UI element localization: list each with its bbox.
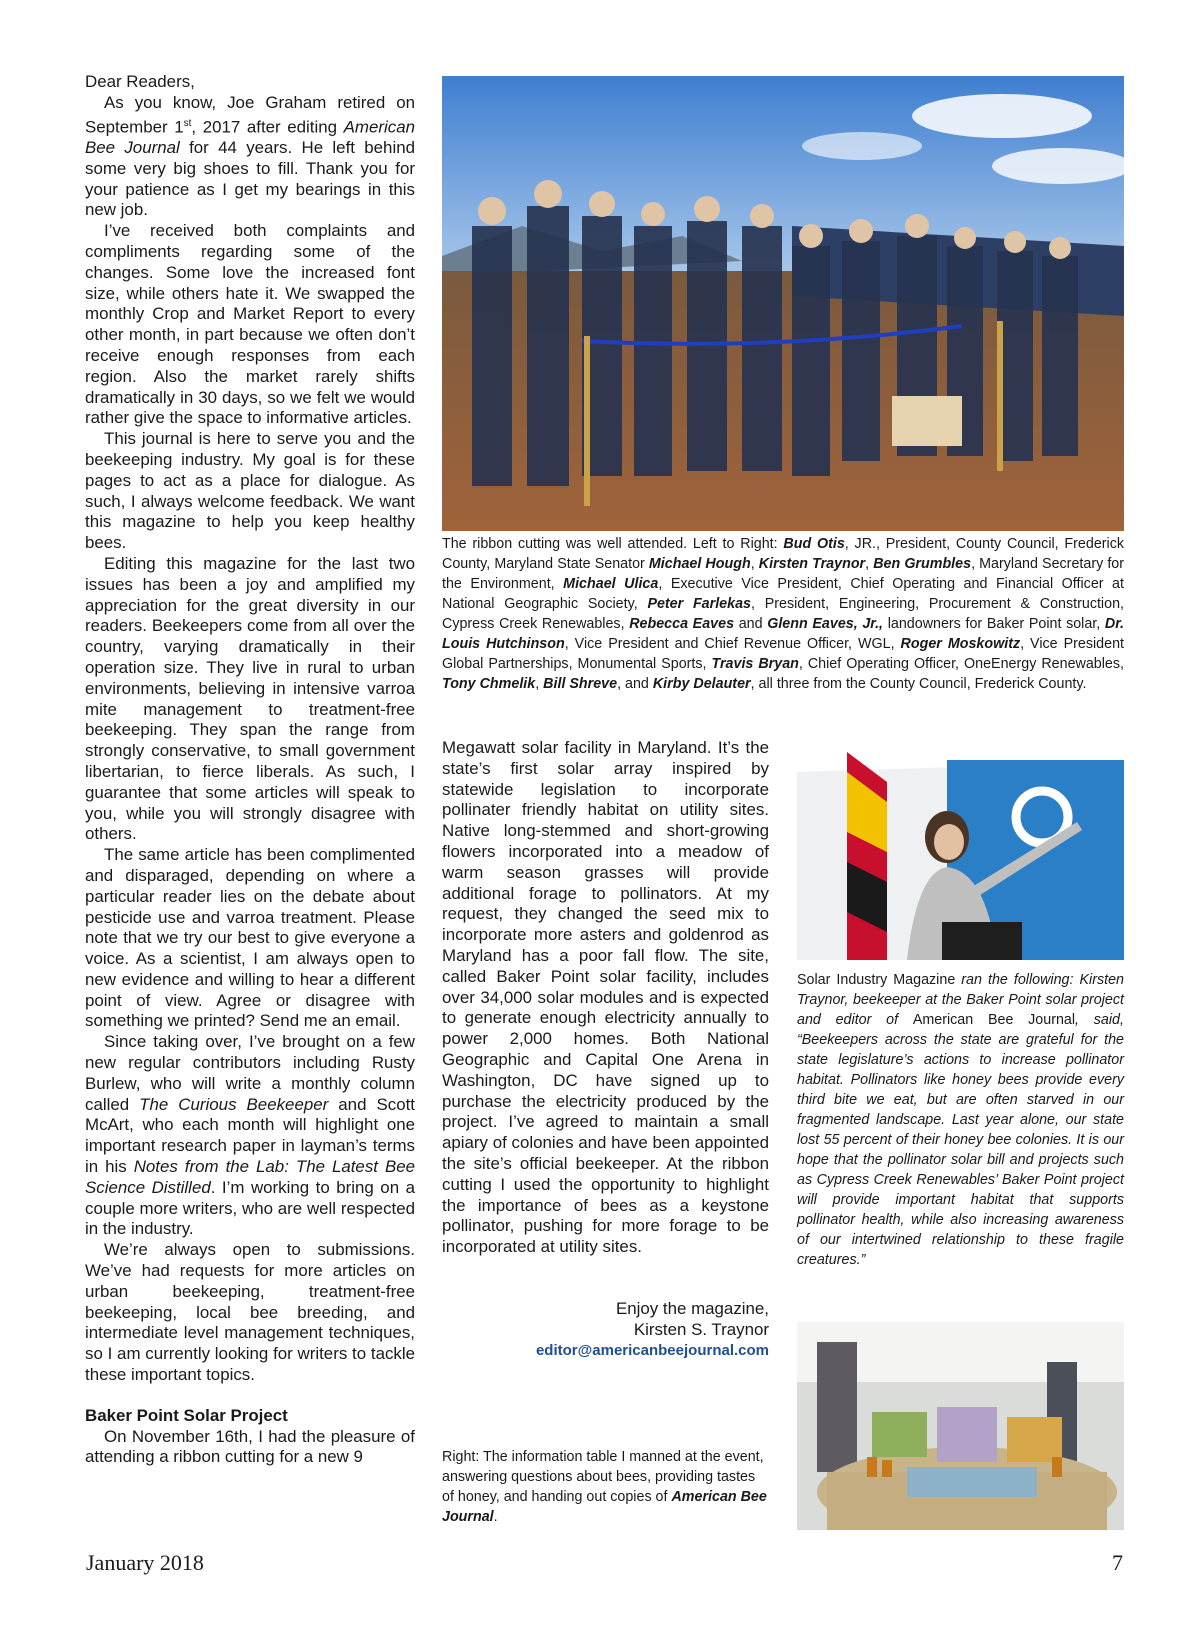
speaker-photo: [797, 742, 1124, 960]
caption-text: ,: [865, 556, 874, 572]
caption-text: , Chief Operating Officer, OneEnergy Renewables,: [798, 656, 1124, 672]
caption-text: , Vice President Global Partnerships, Monumental Sports,: [442, 636, 1124, 672]
letter-paragraph-6: Since taking over, I’ve brought on a few new regular contributors including Rusty Burlew, who will write a monthly column called The Curious Beekeeper and Scott McArt, who each month will highlight one important research paper in layman’s terms in his Notes from the Lab: The Latest Bee Science Distilled. I’m working to bring on a couple more writers, who are well respected in the industry.: [85, 1032, 416, 1239]
letter-paragraph-4: Editing this magazine for the last two issues has been a joy and amplified my appreciation for the great diversity in our readers. Beekeepers come from all over the country, varying dramatically in their operation size. They live in rural to urban environments, believing in intensive varroa mite management to treatment-free beekeeping. They span the range from strongly conservative, to small government libertarian, to fierce liberals. As such, I guarantee that some articles will speak to you, while you will strongly disagree with others.: [85, 553, 415, 844]
signoff: [442, 1299, 769, 1361]
article-continued: Megawatt solar facility in Maryland. It’s the state’s first solar array inspired by statewide legislation to incorporate pollinater friendly habitat on utility sites. Native long-stemmed and short-growing flowers incorporated into a meadow of warm season grasses will provide additional forage to pollinators. At my request, they changed the seed mix to incorporate more asters and goldenrod as Maryland has a poor fall flow. The site, called Baker Point solar facility, includes over 34,000 solar modules and is expected to generate enough electricity annually to power 2,000 homes. Both National Geographic and Capital One Arena in Washington, DC have signed up to purchase the electricity produced by the project. I’ve agreed to maintain a small apiary of colonies and have been appointed the site’s official beekeeper. At the ribbon cutting I used the opportunity to highlight the importance of bees as a keystone pollinator, pushing for more forage to be incorporated at utility sites.: [442, 738, 769, 1257]
caption-person-name: Roger Moskowitz: [900, 636, 1021, 652]
issue-date: January 2018: [86, 1550, 204, 1575]
caption-person-name: Rebecca Eaves: [629, 616, 735, 632]
caption-text: ,: [750, 556, 759, 572]
caption-person-name: Kirby Delauter: [652, 676, 751, 692]
caption-person-name: Tony Chmelik: [442, 676, 536, 692]
caption-person-name: Ben Grumbles: [873, 556, 972, 572]
caption-text: landowners for Baker Point solar,: [883, 616, 1105, 632]
caption-person-name: Dr. Louis Hutchinson: [442, 616, 1124, 652]
caption-person-name: Bill Shreve: [543, 676, 618, 692]
signature: Kirsten S. Traynor: [633, 1319, 769, 1339]
information-table-photo: [797, 1322, 1124, 1530]
section-heading: Baker Point Solar Project: [85, 1405, 288, 1425]
signoff-line: Enjoy the magazine,: [615, 1299, 769, 1318]
caption-person-name: Bud Otis: [783, 536, 845, 552]
caption-text: The ribbon cutting was well attended. Left to Right:: [442, 536, 784, 552]
caption-text: , all three from the County Council, Frederick County.: [750, 676, 1087, 692]
letter-paragraph-8: On November 16th, I had the pleasure of attending a ribbon cutting for a new 9: [85, 1426, 415, 1467]
editor-email-link[interactable]: editor@americanbeejournal.com: [535, 1341, 769, 1359]
caption-person-name: Michael Ulica: [563, 576, 659, 592]
caption-text: ,: [535, 676, 544, 692]
information-table-caption: Right: The information table I manned at the event, answering questions about bees, providing tastes of honey, and handing out copies of American Bee Journal.: [442, 1449, 767, 1525]
letter-column: [85, 72, 415, 1468]
letter-paragraph-5: The same article has been complimented and disparaged, depending on where a particular reader lies on the debate about pesticide use and varroa treatment. Please note that we try our best to give everyone a voice. As a scientist, I am always open to new evidence and willing to hear a different point of view. Agree or disagree with something we printed? Send me an email.: [85, 845, 415, 1031]
caption-person-name: Glenn Eaves, Jr.,: [767, 616, 884, 632]
caption-text: , Vice President and Chief Revenue Officer, WGL,: [564, 636, 901, 652]
letter-paragraph-3: This journal is here to serve you and the beekeeping industry. My goal is for these pages to act as a place for dialogue. As such, I always welcome feedback. We want this magazine to help you keep healthy bees.: [85, 429, 415, 553]
ribbon-photo-caption: [442, 534, 1124, 694]
caption-text: and: [734, 616, 768, 632]
caption-text: , President, Engineering, Procurement & Construction, Cypress Creek Renewables,: [442, 596, 1124, 632]
caption-text: , and: [617, 676, 653, 692]
caption-person-name: Michael Hough: [648, 556, 751, 572]
letter-paragraph-7: We’re always open to submissions. We’ve had requests for more articles on urban beekeeping, treatment-free beekeeping, local bee breeding, and intermediate level management techniques, so I am currently looking for writers to tackle these important topics.: [85, 1240, 415, 1385]
letter-paragraph-2: I’ve received both complaints and compliments regarding some of the changes. Some love the increased font size, while others hate it. We swapped the monthly Crop and Market Report to every other month, in part because we often don’t receive enough responses from each region. Also the market rarely shifts dramatically in 30 days, so we felt we would rather give the space to informative articles.: [85, 221, 415, 428]
caption-text: , JR., President, County Council, Frederick County, Maryland State Senator: [442, 536, 1125, 572]
middle-column: [442, 738, 769, 1258]
ribbon-cutting-photo: [442, 76, 1124, 531]
caption-person-name: Travis Bryan: [711, 656, 799, 672]
letter-paragraph-1: As you know, Joe Graham retired on September 1st, 2017 after editing American Bee Journal for 44 years. He left behind some very big shoes to fill. Thank you for your patience as I get my bearings in this new job.: [85, 92, 415, 220]
caption-text: , Executive Vice President, Chief Operating and Financial Officer at National Geographic Society,: [442, 576, 1124, 612]
caption-person-name: Peter Farlekas: [647, 596, 751, 612]
salutation: Dear Readers,: [85, 72, 195, 91]
solar-industry-quote: Solar Industry Magazine ran the following: Kirsten Traynor, beekeeper at the Baker Point solar project and editor of American Bee Journal, said, “Beekeepers across the state are grateful for the state legislature’s actions to increase pollinator habitat. Pollinators like honey bees provide every third bite we eat, but are often starved in our fragmented landscape. Last year alone, our state lost 55 percent of their honey bee colonies. It is our hope that the pollinator solar bill and projects such as Cypress Creek Renewables’ Baker Point project will provide important habitat that supports pollinator health, while also increasing awareness of our intertwined relationship to these fragile creatures.”: [797, 972, 1124, 1268]
caption-person-name: Kirsten Traynor: [758, 556, 866, 572]
caption-text: , Maryland Secretary for the Environment,: [442, 556, 1125, 592]
page-number: 7: [1112, 1550, 1123, 1575]
